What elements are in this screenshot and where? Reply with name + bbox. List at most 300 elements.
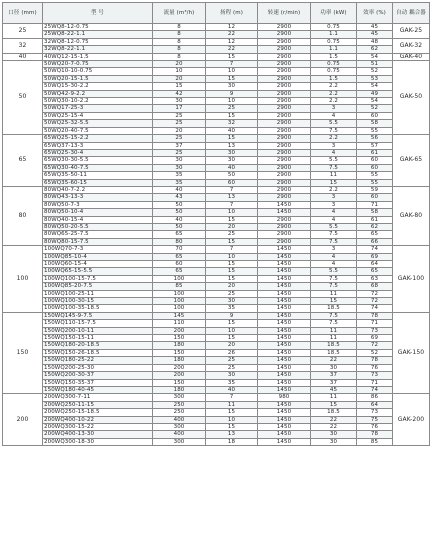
table-row <box>3 31 430 38</box>
caliber-cell: 50 <box>3 61 43 135</box>
power-cell: 5.5 <box>311 268 357 275</box>
flow-cell: 65 <box>153 268 206 275</box>
power-cell: 4 <box>311 112 357 119</box>
table-row <box>3 327 430 334</box>
table-row <box>3 83 430 90</box>
model-cell: 100WQ100-35-18.5 <box>43 305 153 312</box>
head-cell: 7 <box>206 394 258 401</box>
head-cell: 15 <box>206 275 258 282</box>
speed-cell: 1450 <box>258 409 311 416</box>
power-cell: 7.5 <box>311 275 357 282</box>
model-cell: 100WQ65-15-5.5 <box>43 268 153 275</box>
flow-cell: 100 <box>153 305 206 312</box>
head-cell: 20 <box>206 223 258 230</box>
table-row <box>3 238 430 245</box>
flow-cell: 35 <box>153 179 206 186</box>
coupling-cell: GAK-150 <box>393 312 430 393</box>
efficiency-cell: 63 <box>357 275 393 282</box>
flow-cell: 20 <box>153 61 206 68</box>
model-cell: 50WQ10-10-0.75 <box>43 68 153 75</box>
header-caliber: 口径 (mm) <box>3 3 43 24</box>
power-cell: 7.5 <box>311 164 357 171</box>
efficiency-cell: 71 <box>357 379 393 386</box>
power-cell: 7.5 <box>311 231 357 238</box>
speed-cell: 2900 <box>258 179 311 186</box>
flow-cell: 8 <box>153 24 206 31</box>
efficiency-cell: 64 <box>357 261 393 268</box>
head-cell: 13 <box>206 194 258 201</box>
power-cell: 30 <box>311 431 357 438</box>
table-row <box>3 164 430 171</box>
power-cell: 11 <box>311 335 357 342</box>
table-row <box>3 53 430 60</box>
table-row <box>3 179 430 186</box>
power-cell: 22 <box>311 416 357 423</box>
flow-cell: 180 <box>153 386 206 393</box>
table-row <box>3 409 430 416</box>
flow-cell: 300 <box>153 394 206 401</box>
model-cell: 150WQ200-30-37 <box>43 372 153 379</box>
model-cell: 50WQ15-30-2.2 <box>43 83 153 90</box>
flow-cell: 85 <box>153 283 206 290</box>
efficiency-cell: 64 <box>357 401 393 408</box>
speed-cell: 2900 <box>258 127 311 134</box>
head-cell: 30 <box>206 149 258 156</box>
head-cell: 10 <box>206 98 258 105</box>
efficiency-cell: 66 <box>357 238 393 245</box>
model-cell: 200WQ300-15-22 <box>43 423 153 430</box>
speed-cell: 2900 <box>258 194 311 201</box>
speed-cell: 1450 <box>258 438 311 445</box>
table-row <box>3 142 430 149</box>
model-cell: 200WQ250-11-15 <box>43 401 153 408</box>
efficiency-cell: 74 <box>357 305 393 312</box>
speed-cell: 1450 <box>258 423 311 430</box>
table-row <box>3 120 430 127</box>
table-row <box>3 75 430 82</box>
model-cell: 200WQ300-7-11 <box>43 394 153 401</box>
power-cell: 4 <box>311 216 357 223</box>
power-cell: 22 <box>311 357 357 364</box>
power-cell: 0.75 <box>311 38 357 45</box>
head-cell: 10 <box>206 68 258 75</box>
flow-cell: 8 <box>153 38 206 45</box>
table-row <box>3 201 430 208</box>
flow-cell: 80 <box>153 238 206 245</box>
speed-cell: 1450 <box>258 209 311 216</box>
table-row <box>3 172 430 179</box>
power-cell: 5.5 <box>311 157 357 164</box>
table-row <box>3 423 430 430</box>
head-cell: 22 <box>206 31 258 38</box>
head-cell: 10 <box>206 253 258 260</box>
head-cell: 35 <box>206 379 258 386</box>
coupling-cell: GAK-200 <box>393 394 430 446</box>
speed-cell: 1450 <box>258 357 311 364</box>
power-cell: 2.2 <box>311 90 357 97</box>
power-cell: 7.5 <box>311 283 357 290</box>
table-row <box>3 105 430 112</box>
caliber-cell: 32 <box>3 38 43 53</box>
speed-cell: 2900 <box>258 231 311 238</box>
efficiency-cell: 54 <box>357 53 393 60</box>
head-cell: 10 <box>206 327 258 334</box>
efficiency-cell: 72 <box>357 298 393 305</box>
model-cell: 150WQ110-15-7.5 <box>43 320 153 327</box>
efficiency-cell: 75 <box>357 416 393 423</box>
flow-cell: 150 <box>153 349 206 356</box>
speed-cell: 2900 <box>258 38 311 45</box>
model-cell: 65WQ25-15-2.2 <box>43 135 153 142</box>
model-cell: 32WQ8-12-0.75 <box>43 38 153 45</box>
model-cell: 80WQ65-25-7.5 <box>43 231 153 238</box>
table-row <box>3 335 430 342</box>
efficiency-cell: 61 <box>357 216 393 223</box>
power-cell: 18.5 <box>311 349 357 356</box>
flow-cell: 20 <box>153 127 206 134</box>
flow-cell: 43 <box>153 194 206 201</box>
flow-cell: 150 <box>153 379 206 386</box>
model-cell: 65WQ25-30-4 <box>43 149 153 156</box>
head-cell: 26 <box>206 349 258 356</box>
flow-cell: 20 <box>153 75 206 82</box>
table-row <box>3 90 430 97</box>
speed-cell: 980 <box>258 394 311 401</box>
power-cell: 11 <box>311 172 357 179</box>
model-cell: 150WQ145-9-7.5 <box>43 312 153 319</box>
efficiency-cell: 60 <box>357 112 393 119</box>
model-cell: 40WQ12-15-1.5 <box>43 53 153 60</box>
speed-cell: 1450 <box>258 261 311 268</box>
efficiency-cell: 58 <box>357 120 393 127</box>
table-row <box>3 357 430 364</box>
speed-cell: 1450 <box>258 401 311 408</box>
speed-cell: 2900 <box>258 46 311 53</box>
flow-cell: 200 <box>153 364 206 371</box>
model-cell: 50WQ25-32-5.5 <box>43 120 153 127</box>
header-flow: 流量 (m³/h) <box>153 3 206 24</box>
efficiency-cell: 74 <box>357 386 393 393</box>
speed-cell: 2900 <box>258 68 311 75</box>
model-cell: 150WQ180-20-18.5 <box>43 342 153 349</box>
model-cell: 32WQ8-22-1.1 <box>43 46 153 53</box>
model-cell: 65WQ35-60-15 <box>43 179 153 186</box>
model-cell: 200WQ300-18-30 <box>43 438 153 445</box>
efficiency-cell: 85 <box>357 438 393 445</box>
model-cell: 150WQ200-10-11 <box>43 327 153 334</box>
head-cell: 25 <box>206 290 258 297</box>
speed-cell: 1450 <box>258 290 311 297</box>
coupling-cell: GAK-40 <box>393 53 430 60</box>
model-cell: 150WQ180-40-45 <box>43 386 153 393</box>
efficiency-cell: 54 <box>357 83 393 90</box>
speed-cell: 1450 <box>258 320 311 327</box>
power-cell: 5.5 <box>311 120 357 127</box>
header-speed: 转速 (r/min) <box>258 3 311 24</box>
efficiency-cell: 52 <box>357 349 393 356</box>
power-cell: 3 <box>311 194 357 201</box>
efficiency-cell: 52 <box>357 105 393 112</box>
efficiency-cell: 72 <box>357 342 393 349</box>
flow-cell: 180 <box>153 342 206 349</box>
table-row <box>3 386 430 393</box>
head-cell: 25 <box>206 231 258 238</box>
table-row <box>3 290 430 297</box>
table-row <box>3 401 430 408</box>
flow-cell: 17 <box>153 105 206 112</box>
efficiency-cell: 54 <box>357 98 393 105</box>
table-row <box>3 298 430 305</box>
power-cell: 7.5 <box>311 238 357 245</box>
power-cell: 3 <box>311 201 357 208</box>
model-cell: 50WQ20-15-1.5 <box>43 75 153 82</box>
table-row <box>3 135 430 142</box>
power-cell: 2.2 <box>311 135 357 142</box>
flow-cell: 400 <box>153 431 206 438</box>
caliber-cell: 40 <box>3 53 43 60</box>
pump-spec-table <box>2 2 430 446</box>
efficiency-cell: 69 <box>357 335 393 342</box>
speed-cell: 2900 <box>258 120 311 127</box>
efficiency-cell: 78 <box>357 312 393 319</box>
table-row <box>3 431 430 438</box>
power-cell: 30 <box>311 438 357 445</box>
flow-cell: 25 <box>153 135 206 142</box>
efficiency-cell: 69 <box>357 253 393 260</box>
header-efficiency: 效率 (%) <box>357 3 393 24</box>
model-cell: 65WQ37-13-3 <box>43 142 153 149</box>
table-row <box>3 112 430 119</box>
model-cell: 100WQ70-7-3 <box>43 246 153 253</box>
speed-cell: 1450 <box>258 342 311 349</box>
power-cell: 37 <box>311 379 357 386</box>
speed-cell: 2900 <box>258 164 311 171</box>
efficiency-cell: 48 <box>357 38 393 45</box>
speed-cell: 1450 <box>258 275 311 282</box>
speed-cell: 1450 <box>258 305 311 312</box>
model-cell: 80WQ50-7-3 <box>43 201 153 208</box>
model-cell: 65WQ35-50-11 <box>43 172 153 179</box>
efficiency-cell: 49 <box>357 90 393 97</box>
model-cell: 25WQ8-12-0.75 <box>43 24 153 31</box>
table-row <box>3 261 430 268</box>
table-row <box>3 283 430 290</box>
head-cell: 30 <box>206 372 258 379</box>
flow-cell: 100 <box>153 290 206 297</box>
power-cell: 1.1 <box>311 31 357 38</box>
power-cell: 11 <box>311 394 357 401</box>
head-cell: 7 <box>206 61 258 68</box>
head-cell: 9 <box>206 90 258 97</box>
efficiency-cell: 86 <box>357 394 393 401</box>
head-cell: 15 <box>206 423 258 430</box>
efficiency-cell: 72 <box>357 290 393 297</box>
efficiency-cell: 65 <box>357 231 393 238</box>
head-cell: 20 <box>206 283 258 290</box>
model-cell: 80WQ43-13-3 <box>43 194 153 201</box>
table-row <box>3 416 430 423</box>
speed-cell: 1450 <box>258 364 311 371</box>
head-cell: 20 <box>206 342 258 349</box>
power-cell: 22 <box>311 423 357 430</box>
power-cell: 2.2 <box>311 83 357 90</box>
power-cell: 18.5 <box>311 409 357 416</box>
head-cell: 15 <box>206 112 258 119</box>
efficiency-cell: 58 <box>357 209 393 216</box>
head-cell: 12 <box>206 38 258 45</box>
flow-cell: 42 <box>153 90 206 97</box>
coupling-cell: GAK-65 <box>393 135 430 187</box>
flow-cell: 200 <box>153 372 206 379</box>
flow-cell: 50 <box>153 201 206 208</box>
head-cell: 11 <box>206 401 258 408</box>
table-row <box>3 68 430 75</box>
head-cell: 7 <box>206 246 258 253</box>
head-cell: 25 <box>206 105 258 112</box>
power-cell: 4 <box>311 149 357 156</box>
speed-cell: 2900 <box>258 172 311 179</box>
table-row <box>3 275 430 282</box>
head-cell: 30 <box>206 83 258 90</box>
head-cell: 15 <box>206 53 258 60</box>
table-row <box>3 61 430 68</box>
speed-cell: 1450 <box>258 386 311 393</box>
speed-cell: 1450 <box>258 372 311 379</box>
coupling-cell: GAK-25 <box>393 24 430 39</box>
flow-cell: 250 <box>153 409 206 416</box>
model-cell: 65WQ30-40-7.5 <box>43 164 153 171</box>
head-cell: 15 <box>206 75 258 82</box>
head-cell: 22 <box>206 46 258 53</box>
efficiency-cell: 60 <box>357 194 393 201</box>
speed-cell: 1450 <box>258 283 311 290</box>
flow-cell: 8 <box>153 31 206 38</box>
table-row <box>3 209 430 216</box>
model-cell: 100WQ60-15-4 <box>43 261 153 268</box>
efficiency-cell: 55 <box>357 179 393 186</box>
head-cell: 40 <box>206 127 258 134</box>
speed-cell: 2900 <box>258 112 311 119</box>
flow-cell: 250 <box>153 401 206 408</box>
table-row <box>3 149 430 156</box>
head-cell: 15 <box>206 135 258 142</box>
flow-cell: 300 <box>153 438 206 445</box>
caliber-cell: 25 <box>3 24 43 39</box>
header-row <box>3 3 430 24</box>
power-cell: 11 <box>311 327 357 334</box>
flow-cell: 100 <box>153 298 206 305</box>
coupling-cell: GAK-80 <box>393 186 430 245</box>
model-cell: 80WQ40-7-2.2 <box>43 186 153 193</box>
efficiency-cell: 61 <box>357 149 393 156</box>
power-cell: 11 <box>311 290 357 297</box>
speed-cell: 2900 <box>258 223 311 230</box>
speed-cell: 1450 <box>258 201 311 208</box>
table-row <box>3 216 430 223</box>
efficiency-cell: 55 <box>357 127 393 134</box>
header-model: 型 号 <box>43 3 153 24</box>
efficiency-cell: 53 <box>357 75 393 82</box>
head-cell: 15 <box>206 409 258 416</box>
flow-cell: 40 <box>153 186 206 193</box>
table-row <box>3 312 430 319</box>
caliber-cell: 200 <box>3 394 43 446</box>
table-row <box>3 305 430 312</box>
model-cell: 50WQ17-25-3 <box>43 105 153 112</box>
head-cell: 60 <box>206 179 258 186</box>
coupling-cell: GAK-100 <box>393 246 430 313</box>
header-coupling: 自动 耦合器 <box>393 3 430 24</box>
power-cell: 4 <box>311 209 357 216</box>
model-cell: 150WQ150-15-11 <box>43 335 153 342</box>
table-row <box>3 253 430 260</box>
speed-cell: 1450 <box>258 335 311 342</box>
table-row <box>3 46 430 53</box>
caliber-cell: 65 <box>3 135 43 187</box>
coupling-cell: GAK-32 <box>393 38 430 53</box>
power-cell: 7.5 <box>311 312 357 319</box>
table-body <box>3 24 430 446</box>
flow-cell: 8 <box>153 46 206 53</box>
power-cell: 2.2 <box>311 186 357 193</box>
speed-cell: 2900 <box>258 186 311 193</box>
flow-cell: 180 <box>153 357 206 364</box>
power-cell: 37 <box>311 372 357 379</box>
pump-spec-table-container <box>2 2 429 446</box>
efficiency-cell: 78 <box>357 431 393 438</box>
flow-cell: 60 <box>153 261 206 268</box>
head-cell: 40 <box>206 164 258 171</box>
head-cell: 9 <box>206 312 258 319</box>
flow-cell: 200 <box>153 327 206 334</box>
efficiency-cell: 60 <box>357 157 393 164</box>
model-cell: 50WQ42-9-2.2 <box>43 90 153 97</box>
flow-cell: 25 <box>153 112 206 119</box>
table-row <box>3 320 430 327</box>
speed-cell: 1450 <box>258 312 311 319</box>
coupling-cell: GAK-50 <box>393 61 430 135</box>
flow-cell: 110 <box>153 320 206 327</box>
head-cell: 35 <box>206 305 258 312</box>
efficiency-cell: 73 <box>357 409 393 416</box>
head-cell: 12 <box>206 24 258 31</box>
efficiency-cell: 59 <box>357 186 393 193</box>
efficiency-cell: 45 <box>357 24 393 31</box>
power-cell: 2.2 <box>311 98 357 105</box>
model-cell: 50WQ25-15-4 <box>43 112 153 119</box>
table-row <box>3 246 430 253</box>
efficiency-cell: 71 <box>357 201 393 208</box>
table-row <box>3 38 430 45</box>
speed-cell: 2900 <box>258 142 311 149</box>
speed-cell: 1450 <box>258 268 311 275</box>
table-row <box>3 157 430 164</box>
speed-cell: 2900 <box>258 105 311 112</box>
efficiency-cell: 78 <box>357 357 393 364</box>
table-row <box>3 394 430 401</box>
speed-cell: 1450 <box>258 379 311 386</box>
model-cell: 80WQ50-20-5.5 <box>43 223 153 230</box>
head-cell: 25 <box>206 364 258 371</box>
efficiency-cell: 76 <box>357 423 393 430</box>
power-cell: 1.5 <box>311 75 357 82</box>
model-cell: 50WQ30-10-2.2 <box>43 98 153 105</box>
speed-cell: 2900 <box>258 157 311 164</box>
head-cell: 25 <box>206 357 258 364</box>
efficiency-cell: 62 <box>357 223 393 230</box>
header-power: 功率 (kW) <box>311 3 357 24</box>
efficiency-cell: 52 <box>357 68 393 75</box>
